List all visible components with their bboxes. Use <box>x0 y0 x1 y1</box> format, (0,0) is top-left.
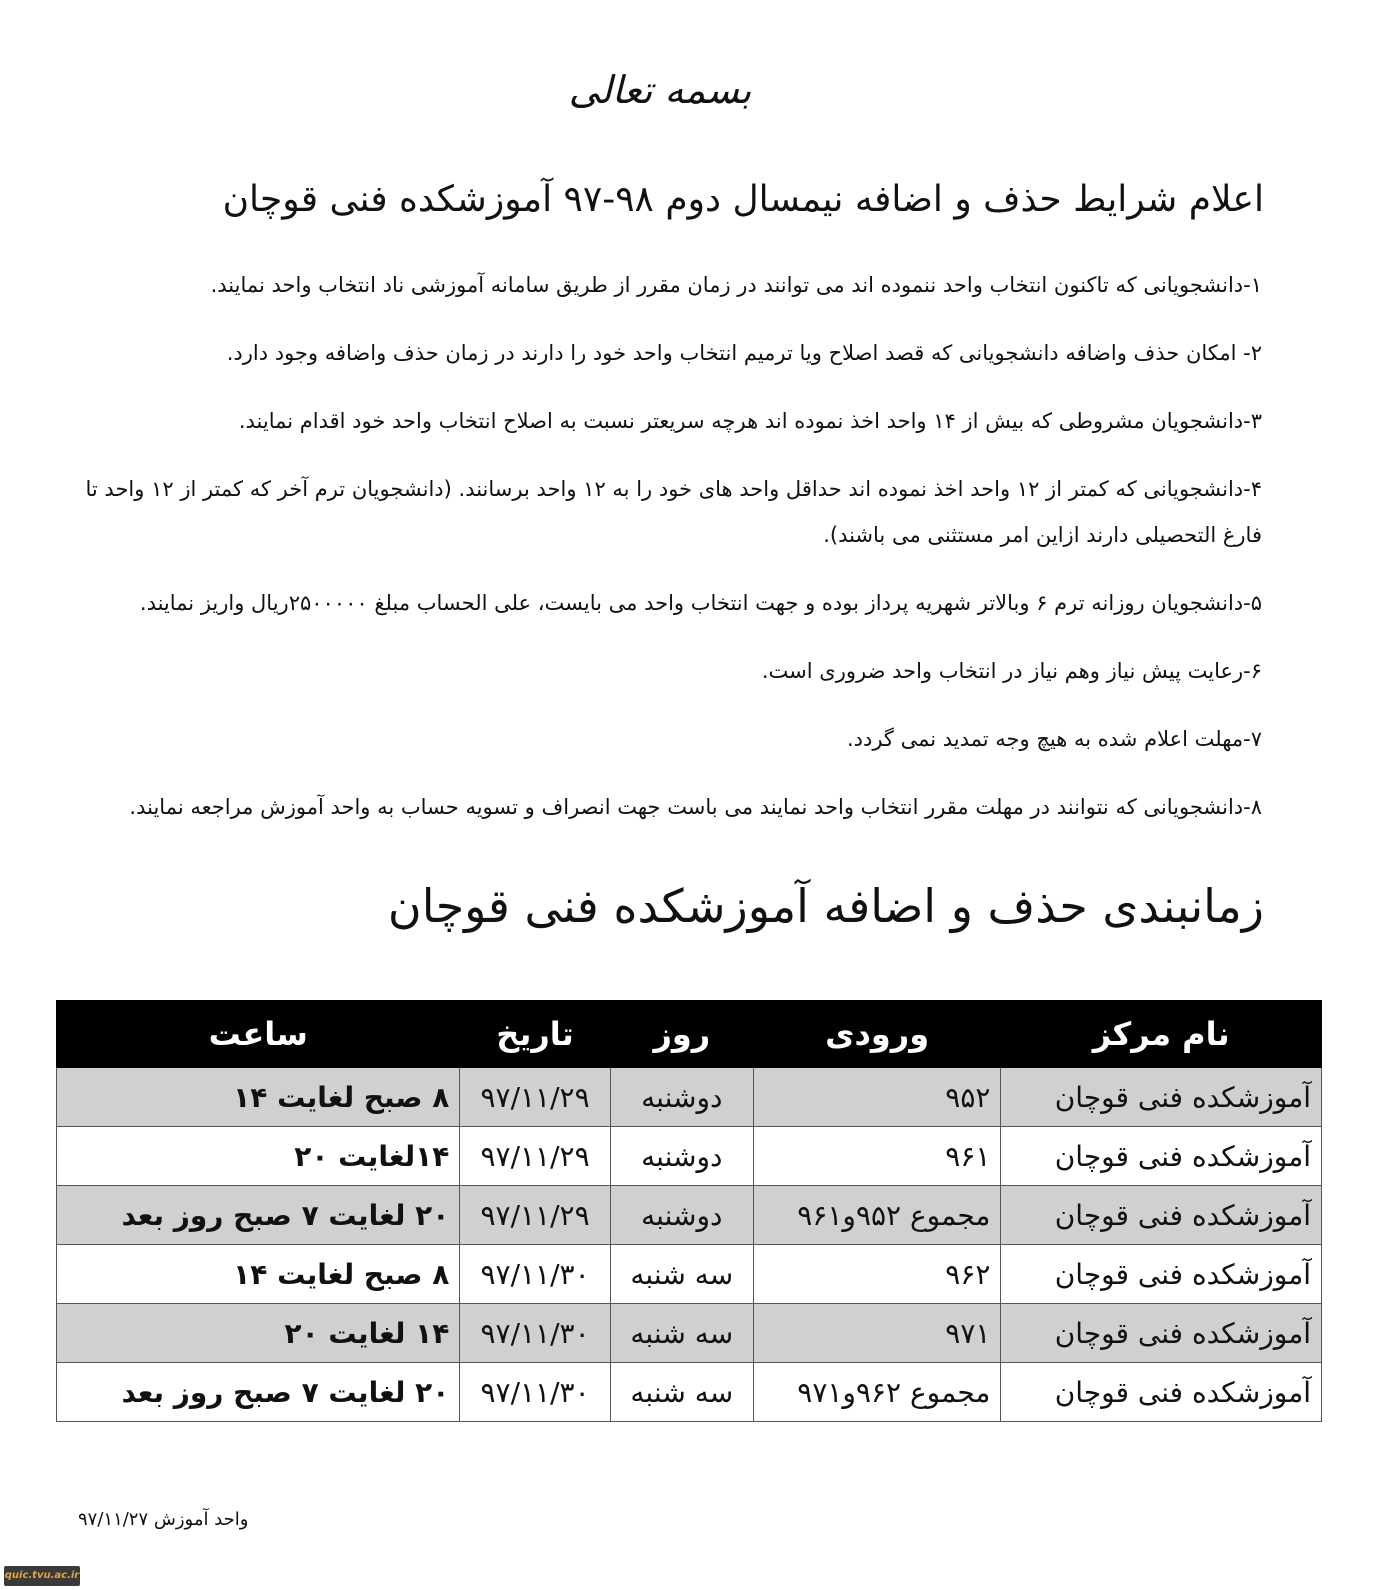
rule-item: ۷-مهلت اعلام شده به هیچ وجه تمدید نمی گردد. <box>846 727 1262 751</box>
table-row <box>57 1127 1322 1186</box>
rule-item: ۱-دانشجویانی که تاکنون انتخاب واحد ننموده اند می توانند در زمان مقرر از طریق سامانه آموزشی ناد انتخاب واحد نمایند. <box>210 273 1262 297</box>
table-row <box>57 1363 1322 1422</box>
cell-entry: ۹۷۱ <box>753 1304 1001 1363</box>
cell-center-name: آموزشکده فنی قوچان <box>1001 1245 1322 1304</box>
cell-date: ۹۷/۱۱/۳۰ <box>460 1363 610 1422</box>
announcement-title: اعلام شرایط حذف و اضافه نیمسال دوم ۹۸-۹۷ آموزشکده فنی قوچان <box>222 179 1264 220</box>
cell-date: ۹۷/۱۱/۳۰ <box>460 1304 610 1363</box>
cell-entry: ۹۶۲ <box>753 1245 1001 1304</box>
cell-time: ۱۴ لغایت ۲۰ <box>57 1304 460 1363</box>
cell-date: ۹۷/۱۱/۲۹ <box>460 1068 610 1127</box>
schedule-table-body <box>57 1068 1322 1422</box>
cell-date: ۹۷/۱۱/۲۹ <box>460 1186 610 1245</box>
cell-day: دوشنبه <box>610 1186 753 1245</box>
table-header-row <box>57 1001 1322 1068</box>
schedule-title: زمانبندی حذف و اضافه آموزشکده فنی قوچان <box>387 879 1264 933</box>
cell-time: ۸ صبح لغایت ۱۴ <box>57 1068 460 1127</box>
table-row <box>57 1304 1322 1363</box>
cell-time: ۲۰ لغایت ۷ صبح روز بعد <box>57 1363 460 1422</box>
header-date: تاریخ <box>460 1001 610 1068</box>
rule-item: ۴-دانشجویانی که کمتر از ۱۲ واحد اخذ نموده اند حداقل واحد های خود را به ۱۲ واحد برسانند. (دانشجویان ترم آخر که کمتر از ۱۲ واحد تا فارغ التحصیلی دارند ازاین امر مستثنی می باشند). <box>85 477 1262 547</box>
header-center: نام مرکز <box>1001 1001 1322 1068</box>
rule-item: ۲- امکان حذف واضافه دانشجویانی که قصد اصلاح ویا ترمیم انتخاب واحد خود را دارند در زمان حذف واضافه وجود دارد. <box>226 341 1262 365</box>
table-row <box>57 1245 1322 1304</box>
cell-day: سه شنبه <box>610 1304 753 1363</box>
cell-day: دوشنبه <box>610 1127 753 1186</box>
table-row <box>57 1186 1322 1245</box>
rule-item: ۸-دانشجویانی که نتوانند در مهلت مقرر انتخاب واحد نمایند می باست جهت انصراف و تسویه حساب به واحد آموزش مراجعه نمایند. <box>129 795 1262 819</box>
cell-time: ۱۴لغایت ۲۰ <box>57 1127 460 1186</box>
cell-center-name: آموزشکده فنی قوچان <box>1001 1068 1322 1127</box>
schedule-table <box>56 1000 1322 1422</box>
cell-center-name: آموزشکده فنی قوچان <box>1001 1363 1322 1422</box>
cell-day: دوشنبه <box>610 1068 753 1127</box>
cell-entry: مجموع ۹۶۲و۹۷۱ <box>753 1363 1001 1422</box>
cell-entry: مجموع ۹۵۲و۹۶۱ <box>753 1186 1001 1245</box>
cell-date: ۹۷/۱۱/۳۰ <box>460 1245 610 1304</box>
header-entry: ورودی <box>753 1001 1001 1068</box>
header-time: ساعت <box>57 1001 460 1068</box>
cell-date: ۹۷/۱۱/۲۹ <box>460 1127 610 1186</box>
cell-time: ۸ صبح لغایت ۱۴ <box>57 1245 460 1304</box>
cell-center-name: آموزشکده فنی قوچان <box>1001 1127 1322 1186</box>
rule-item: ۵-دانشجویان روزانه ترم ۶ وبالاتر شهریه پرداز بوده و جهت انتخاب واحد می بایست، علی الحساب مبلغ ۲۵۰۰۰۰۰ریال واریز نمایند. <box>139 591 1262 615</box>
header-day: روز <box>610 1001 753 1068</box>
cell-day: سه شنبه <box>610 1363 753 1422</box>
cell-entry: ۹۶۱ <box>753 1127 1001 1186</box>
cell-day: سه شنبه <box>610 1245 753 1304</box>
signature-line: واحد آموزش ۹۷/۱۱/۲۷ <box>78 1509 249 1530</box>
cell-center-name: آموزشکده فنی قوچان <box>1001 1186 1322 1245</box>
bismillah-header: بسمه تعالی <box>568 68 752 112</box>
cell-entry: ۹۵۲ <box>753 1068 1001 1127</box>
cell-center-name: آموزشکده فنی قوچان <box>1001 1304 1322 1363</box>
table-row <box>57 1068 1322 1127</box>
rules-list <box>62 262 1262 852</box>
rule-item: ۳-دانشجویان مشروطی که بیش از ۱۴ واحد اخذ نموده اند هرچه سریعتر نسبت به اصلاح انتخاب واحد خود اقدام نمایند. <box>238 409 1262 433</box>
site-watermark-logo: quic.tvu.ac.ir <box>4 1566 80 1586</box>
cell-time: ۲۰ لغایت ۷ صبح روز بعد <box>57 1186 460 1245</box>
rule-item: ۶-رعایت پیش نیاز وهم نیاز در انتخاب واحد ضروری است. <box>761 659 1262 683</box>
